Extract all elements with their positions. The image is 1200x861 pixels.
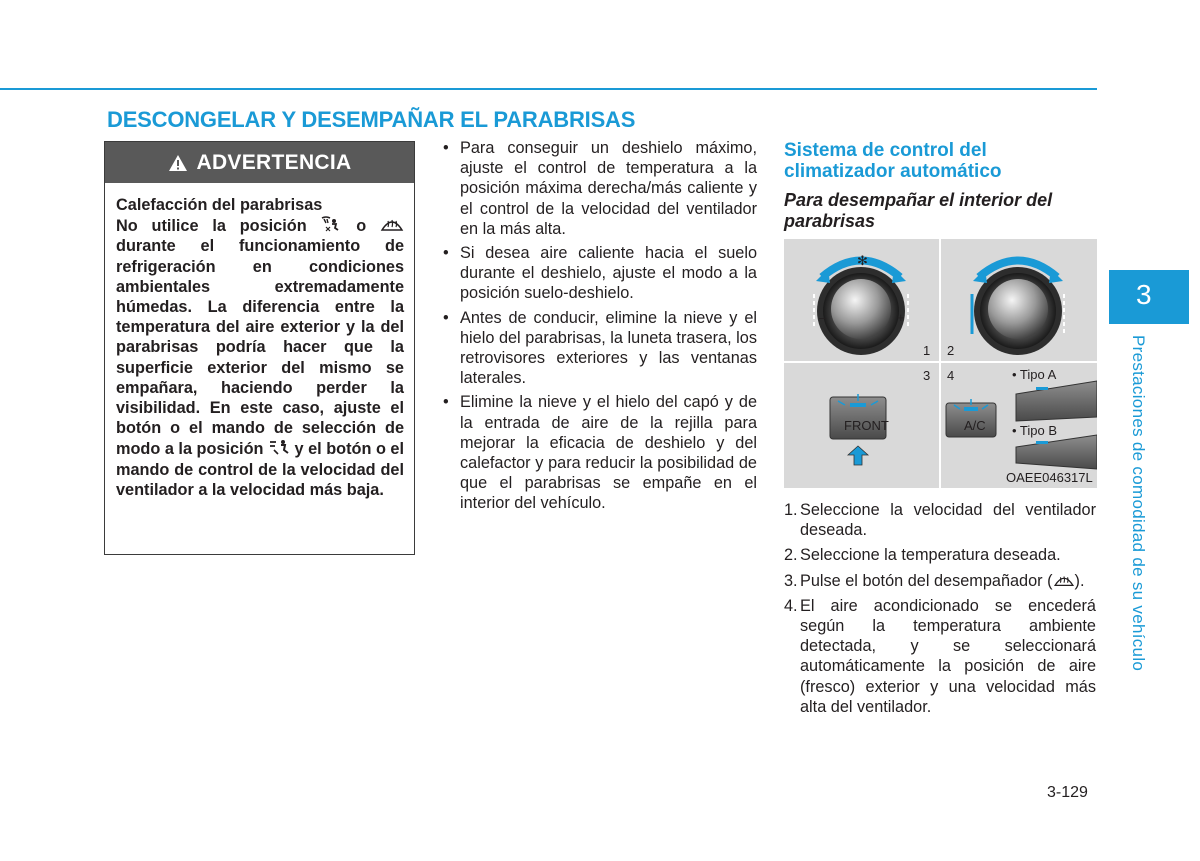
- step-item: [784, 571, 1096, 591]
- ac-button-illustration: [946, 399, 996, 437]
- front-label: FRONT: [844, 418, 889, 433]
- warning-label: ADVERTENCIA: [196, 150, 352, 174]
- chapter-title: Prestaciones de comodidad de su vehículo: [1129, 335, 1148, 672]
- warning-text-1: No utilice la posición: [116, 217, 307, 236]
- warning-text-3: durante el funcionamiento de refrigeración en condiciones ambientales extremadamente húmedas. La diferencia entre la temperatura del aire exterior y la del parabrisas podría hacer que la superficie exterior del mismo se empañara, haciendo perder la visibilidad. En este caso, ajuste el botón o el mando de selección de modo a la posición: [116, 237, 404, 459]
- figure-drawing: [784, 239, 1097, 488]
- steps-list: [784, 500, 1096, 722]
- warning-triangle-icon: [168, 154, 188, 172]
- svg-text:✻: ✻: [857, 253, 868, 268]
- tipo-b-label: • Tipo B: [1012, 423, 1058, 438]
- step-item: [784, 596, 1096, 717]
- step-number: 1.: [784, 501, 798, 519]
- ac-label: A/C: [964, 418, 986, 433]
- callout-2: 2: [947, 343, 955, 358]
- warning-text-4: y el botón o el mando de control de la velocidad del ventilador a la velocidad más baja.: [116, 440, 404, 499]
- step-number: 4.: [784, 596, 798, 615]
- step-text: Seleccione la temperatura deseada.: [800, 546, 1061, 565]
- fan-speed-knob: [814, 253, 908, 355]
- defrost-icon: [380, 215, 404, 233]
- step-text: Seleccione la velocidad del ventilador deseada.: [800, 501, 1096, 540]
- chapter-number: 3: [1136, 279, 1152, 310]
- warning-body: [105, 183, 414, 500]
- tipo-a-label: • Tipo A: [1012, 367, 1057, 382]
- front-defrost-button-illustration: [830, 394, 889, 465]
- warning-text-2: o: [356, 217, 367, 236]
- bullet-item: • Antes de conducir, elimine la nieve y el hielo del parabrisas, la luneta trasera, los retrovisores exteriores y las ventanas laterales.: [443, 308, 757, 389]
- step-number: 3.: [784, 571, 798, 590]
- chapter-tab: [1109, 270, 1189, 324]
- temperature-knob: [972, 261, 1064, 356]
- callout-1: 1: [923, 343, 931, 358]
- step-text: Pulse el botón del desempañador (: [800, 571, 1053, 590]
- warning-title: Calefacción del parabrisas: [116, 196, 323, 214]
- step-item: [784, 545, 1096, 565]
- step-number: 2.: [784, 546, 798, 565]
- fan-plus-label: +: [897, 310, 905, 325]
- defrost-icon: [1053, 572, 1075, 588]
- figure-code: OAEE046317L: [1006, 470, 1093, 485]
- step-text-end: ).: [1074, 571, 1085, 590]
- climate-control-figure: [784, 239, 1097, 488]
- step-text: El aire acondicionado se encederá según la temperatura ambiente detectada, y se seleccionará automáticamente la posición de aire (fresco) exterior y una velocidad más alta del ventilador.: [800, 596, 1096, 716]
- top-rule: [0, 88, 1097, 90]
- bullet-column: [443, 138, 757, 518]
- callout-4: 4: [947, 368, 955, 383]
- bullet-item: • Si desea aire caliente hacia el suelo durante el deshielo, ajuste el modo a la posición suelo-deshielo.: [443, 243, 757, 304]
- floor-mode-icon: [268, 438, 290, 456]
- subsection-italic-title: Para desempañar el interior del parabrisas: [784, 190, 1053, 231]
- floor-defrost-mode-icon: [320, 215, 342, 233]
- warning-header: [105, 142, 414, 183]
- bullet-item: • Para conseguir un deshielo máximo, ajuste el control de temperatura a la posición máxima derecha/más caliente y el control de la velocidad del ventilador en la más alta.: [443, 138, 757, 239]
- warning-text: [116, 215, 404, 500]
- section-title: DESCONGELAR Y DESEMPAÑAR EL PARABRISAS: [107, 107, 636, 132]
- warning-box: [104, 141, 415, 555]
- fan-minus-label: –: [819, 310, 827, 325]
- bullet-item: • Elimine la nieve y el hielo del capó y de la entrada de aire de la rejilla para mejorar la eficacia de deshielo y del calefactor y para reducir la posibilidad de que el parabrisas se empañe en el interior del vehículo.: [443, 392, 757, 513]
- subsection-title: Sistema de control del climatizador automático: [784, 140, 1002, 182]
- page-number: 3-129: [1047, 784, 1088, 801]
- callout-3: 3: [923, 368, 931, 383]
- step-item: [784, 500, 1096, 540]
